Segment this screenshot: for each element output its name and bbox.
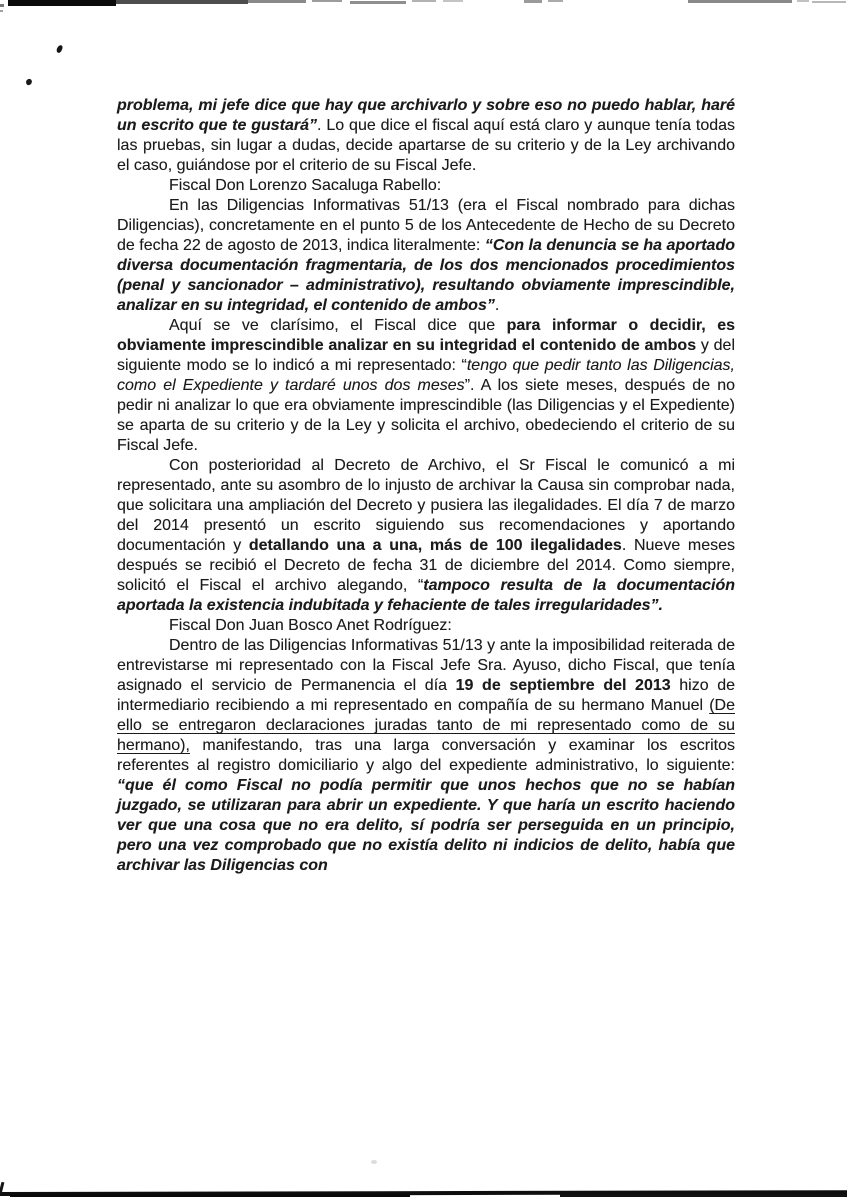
document-paragraph	[117, 636, 735, 876]
ink-speck	[56, 44, 64, 53]
document-paragraph	[117, 96, 735, 176]
text-run-regular: .	[494, 297, 500, 314]
document-body	[117, 0, 735, 876]
text-run-regular: Fiscal Don Lorenzo Sacaluga Rabello:	[169, 177, 442, 194]
document-heading	[117, 616, 735, 636]
text-run-bold-italic: “que él como Fiscal no podía permitir que unos hechos que no se habían juzgado, se utilizaran para abrir un expediente. Y que haría un escrito haciendo ver que una cosa que no era delito, sí podría ser perseguida en un principio, pero una vez comprobado que no existía delito ni indicios de delito, había que archivar las Diligencias con	[117, 777, 735, 874]
faint-smudge	[371, 1160, 377, 1164]
text-run-regular: y del siguiente modo se lo indicó a mi representado: “	[117, 337, 735, 374]
text-run-regular: ”. A los siete meses, después de no pedir ni analizar lo que era obviamente imprescindible (las Diligencias y el Expediente) se aparta de su criterio y de la Ley y solicita el archivo, obedeciendo el criterio de su Fiscal Jefe.	[117, 377, 736, 454]
text-run-regular: Con posterioridad al Decreto de Archivo, el Sr Fiscal le comunicó a mi representado, ante su asombro de lo injusto de archivar la Causa sin comprobar nada, que solicitara una ampliación del Decreto y pusiera las ilegalidades. El día 7 de marzo del 2014 presentó un escrito siguiendo sus recomendaciones y aportando documentación y	[117, 457, 735, 554]
text-run-bold-italic: “Con la denuncia se ha aportado diversa documentación fragmentaria, de los dos mencionados procedimientos (penal y sancionador – administrativo), resultando obviamente imprescindible, analizar en su integridad, el contenido de ambos”	[117, 237, 735, 314]
scan-top-edge-mark	[797, 0, 809, 2]
document-paragraph	[117, 456, 735, 616]
text-run-regular: . Nueve meses después se recibió el Decreto de fecha 31 de diciembre del 2014. Como siempre, solicitó el Fiscal el archivo alegando, “	[117, 537, 736, 594]
ink-speck	[25, 78, 32, 85]
text-run-bold-italic: problema, mi jefe dice que hay que archivarlo y sobre eso no puedo hablar, haré un escrito que te gustará”	[117, 97, 735, 134]
text-run-bold: para informar o decidir, es obviamente imprescindible analizar en su integridad el contenido de ambos	[117, 317, 735, 354]
text-run-regular: manifestando, tras una larga conversación y examinar los escritos referentes al registro domiciliario y algo del expediente administrativo, lo siguiente:	[117, 737, 735, 774]
text-run-regular: En las Diligencias Informativas 51/13 (era el Fiscal nombrado para dichas Diligencias), concretamente en el punto 5 de los Antecedente de Hecho de su Decreto de fecha 22 de agosto de 2013, indica literalmente:	[117, 197, 735, 254]
scan-bottom-edge-tick	[0, 1182, 4, 1194]
text-run-regular: Fiscal Don Juan Bosco Anet Rodríguez:	[169, 617, 452, 634]
document-paragraph	[117, 316, 735, 456]
scan-bottom-edge-line	[0, 1190, 847, 1196]
text-run-regular: Dentro de las Diligencias Informativas 51/13 y ante la imposibilidad reiterada de entrevistarse mi representado con la Fiscal Jefe Sra. Ayuso, dicho Fiscal, que tenía asignado el servicio de Permanencia el día	[117, 637, 735, 694]
scan-left-edge-mark	[0, 4, 4, 7]
scan-left-edge-mark	[0, 10, 3, 12]
text-run-regular: hizo de intermediario recibiendo a mi representado en compañía de su hermano Manuel	[117, 677, 736, 714]
text-run-italic: tengo que pedir tanto las Diligencias, como el Expediente y tardaré unos dos meses	[117, 357, 736, 394]
scan-top-edge-mark	[812, 1, 846, 3]
scan-top-edge-bar	[8, 0, 116, 6]
text-run-bold: 19 de septiembre del 2013	[455, 677, 671, 694]
text-run-bold: detallando una a una, más de 100 ilegalidades	[248, 537, 622, 554]
text-run-underline: (De ello se entregaron declaraciones juradas tanto de mi representado como de su hermano),	[117, 697, 735, 754]
document-paragraph	[117, 196, 735, 316]
text-run-regular: Aquí se ve clarísimo, el Fiscal dice que	[169, 317, 507, 334]
scan-bottom-edge-line	[560, 1194, 847, 1197]
text-run-bold-italic: tampoco resulta de la documentación aportada la existencia indubitada y fehaciente de tales irregularidades”.	[117, 577, 735, 614]
scan-bottom-edge-line	[10, 1194, 410, 1197]
text-run-regular: . Lo que dice el fiscal aquí está claro y aunque tenía todas las pruebas, sin lugar a dudas, decide apartarse de su criterio y de la Ley archivando el caso, guiándose por el criterio de su Fiscal Jefe.	[117, 117, 736, 174]
document-heading	[117, 176, 735, 196]
